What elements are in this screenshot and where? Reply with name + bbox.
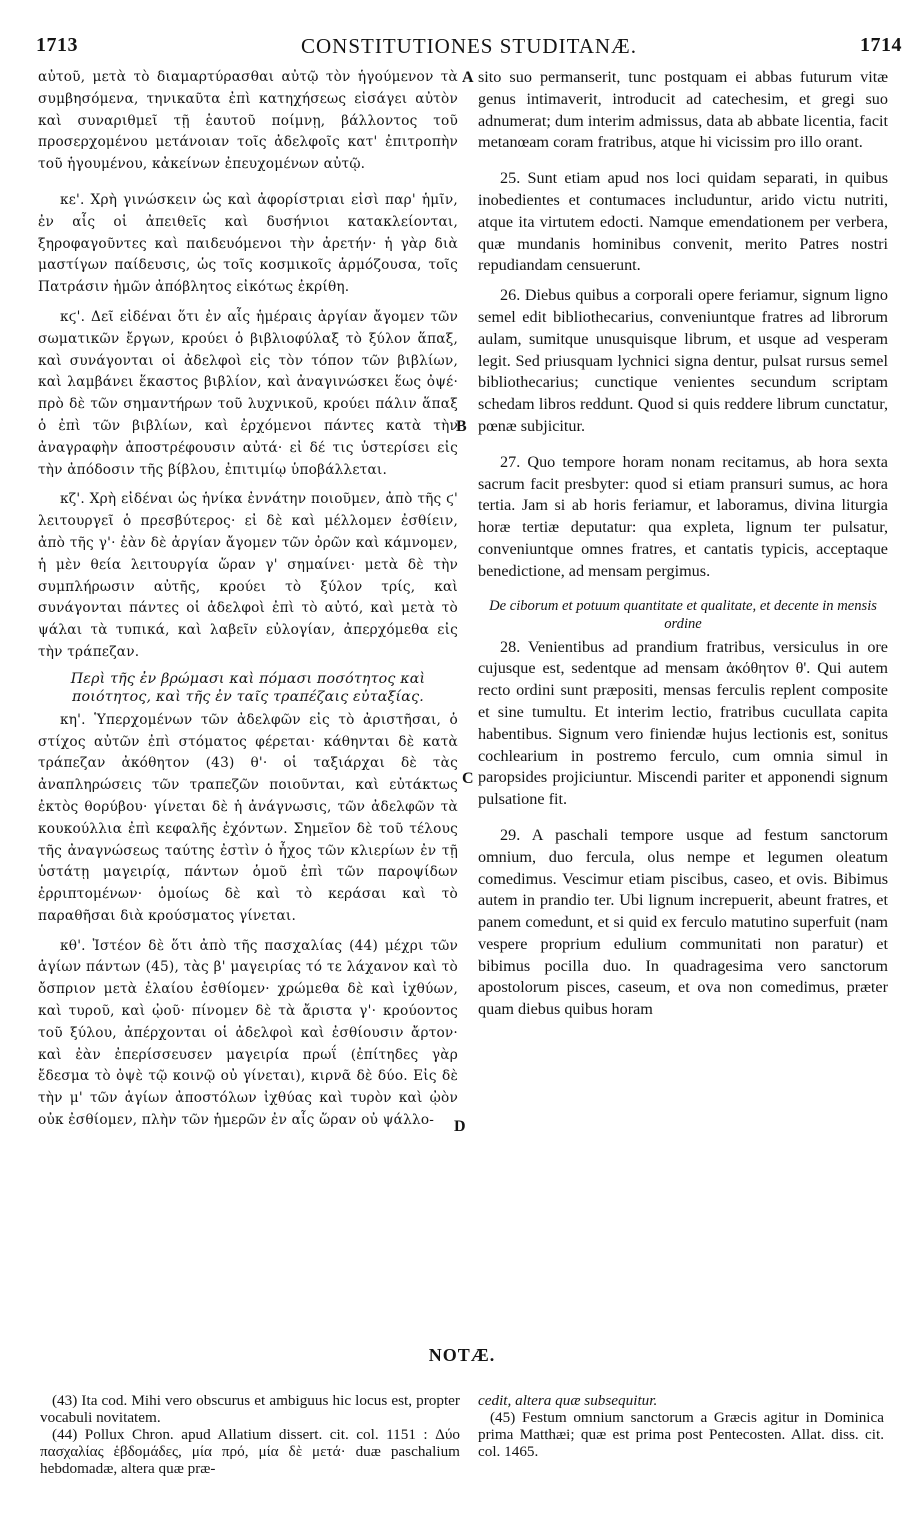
note-45: (45) Festum omnium sanctorum a Græcis agitur in Dominica prima Matthæi; quæ est prima post Pentecosten. Allat. diss. cit. col. 1465. [478,1409,884,1460]
note-43: (43) Ita cod. Mihi vero obscurus et ambiguus hic locus est, propter vocabuli novitatem. [40,1392,460,1426]
margin-marker-d: D [454,1118,466,1135]
greek-paragraph-intro: αὐτοῦ, μετὰ τὸ διαμαρτύρασθαι αὐτῷ τὸν ἡγούμενον τὰ συμβησόμενα, τηνικαῦτα ἐπὶ κατηχήσεως εἰσάγει αὐτὸν καὶ συναριθμεῖ τῇ ἑαυτοῦ ποίμνῃ, βάλλοντος τοῦ προσερχομένου μετάνοιαν τοῖς ἀδελφοῖς κατ' ἐπιτροπὴν τοῦ ἡγουμένου, κἀκείνων ἐπευχομένων αὐτῷ. [38,69,458,173]
greek-column [38,67,458,1132]
greek-paragraph-27: κζ'. Χρὴ εἰδέναι ὡς ἡνίκα ἐννάτην ποιοῦμεν, ἀπὸ τῆς ϛ' λειτουργεῖ ὁ πρεσβύτερος· εἰ δὲ καὶ μέλλομεν ἐσθίειν, ἀπὸ τῆς γ'· ἐὰν δὲ ἀργίαν ἄγομεν τῶν ὀρῶν καὶ κάμνομεν, ἡ μὲν θεία λειτουργία ὥραν γ' σημαίνει· μετὰ δὲ τὴν συμπλήρωσιν αὐτῆς, κρούει τὸ ξύλον τρίς, καὶ συνάγονται πάντες οἱ ἀδελφοὶ ἐπὶ τὸ αὐτό, καὶ μετὰ τὸ ψάλαι τὰ τυπικά, καὶ λαβεῖν εὐλογίαν, ἀπερχόμεθα εἰς τὴν τράπεζαν. [38,491,458,660]
margin-marker-b: B [456,418,467,435]
latin-paragraph-intro: sito suo permanserit, tunc postquam ei abbas futurum vitæ genus intimaverit, introducit ad catechesim, et gregi suo adnumerat; dum interim admissus, data ab abbate licentia, facit metanœam coram fratribus, atque hi vicissim pro illo orant. [478,68,888,152]
margin-marker-c: C [462,770,474,787]
latin-paragraph-29: 29. A paschali tempore usque ad festum sanctorum omnium, duo fercula, olus nempe et legumen oleatum comedimus. Vescimur etiam piscibus, caseo, et ovis. Bibimus autem in prandio ter. Ubi lignum increpuerit, abeunt fratres, et panem comedunt, et si quid ex ferculo matutino superfuit (nam vespere proprium edulium communitati non paratur) et bibimus pocilla duo. In quadragesima vero sanctorum apostolorum pisces, caseum, et ova non comedimus, præter quam diebus quibus horam [478,825,888,1019]
greek-paragraph-25: κε'. Χρὴ γινώσκειν ὡς καὶ ἀφορίστριαι εἰσὶ παρ' ἡμῖν, ἐν αἷς οἱ ἀπειθεῖς καὶ δυσήνιοι κατακλείονται, ξηροφαγοῦντες καὶ παιδευόμενοι τὴν ἀρετήν· ἡ γὰρ διὰ μαστίγων παίδευσις, ὡς τοῖς κοσμικοῖς ἁρμόζουσα, τοῖς Πατράσιν ἡμῶν ἀπόβλητος εἰκότως ἐκρίθη. [38,191,458,296]
latin-paragraph-25: 25. Sunt etiam apud nos loci quidam separati, in quibus inobedientes et contumaces includuntur, arido victu nutriti, atque ita virtutem edocti. Namque emendationem per verbera, quæ mundanis hominibus convenit, merito Patres nostri repudiandam censuerunt. [478,169,888,275]
latin-paragraph-26: 26. Diebus quibus a corporali opere feriamur, signum ligno semel edit bibliothecarius, conveniuntque fratres ad librorum aulam, sumitque unusquisque librum, et usque ad vesperam legit. Sed priusquam lychnici signa dentur, pulsat rursus semel bibliothecarius; cunctique venientes secundum scriptam schedam libros reddunt. Quod si quis reddere librum cunctatur, pœnæ subjicitur. [478,286,888,435]
notes-heading: NOTÆ. [428,1345,496,1365]
note-44: (44) Pollux Chron. apud Allatium dissert. cit. col. 1151 : Δύο πασχαλίας ἑβδομάδες, μία πρό, μία δὲ μετά· duæ paschalium hebdomadæ, altera quæ præ- [40,1426,460,1477]
page-number-left: 1713 [36,34,78,56]
note-44-continuation: cedit, altera quæ subsequitur. [478,1392,658,1409]
greek-paragraph-28: κη'. Ὑπερχομένων τῶν ἀδελφῶν εἰς τὸ ἀριστῆσαι, ὁ στίχος αὐτῶν ἐπὶ στόματος φέρεται· κάθηνται δὲ κατὰ τράπεζαν ἀκόθητον (43) θ'· οἱ ταξιάρχαι δὲ τὰς ἀναπληρώσεις τῶν τραπεζῶν ποιοῦνται, καὶ εὐτάκτως ἐκτὸς θορύβου· γίνεται δὲ ἡ ἀνάγνωσις, τῶν ἀδελφῶν τὰ κουκούλλια ἐπὶ κεφαλῆς ἐχόντων. Σημεῖον δὲ τοῦ τέλους τῆς ἀναγνώσεως ταύτης ἐστὶν ὁ ἦχος τῶν κλιερίων ἐν τῇ ὑστάτῃ μαγειρίᾳ, πάντων ὁμοῦ ἐπὶ τῶν παροψίδων ἐρριπτομένων· ὁμοίως δὲ καὶ τὸ κεράσαι καὶ τὸ παραθῆσαι διὰ κρούσματος γίνεται. [38,711,458,924]
page-number-right: 1714 [860,34,902,56]
greek-paragraph-29: κθ'. Ἰστέον δὲ ὅτι ἀπὸ τῆς πασχαλίας (44) μέχρι τῶν ἁγίων πάντων (45), τὰς β' μαγειρίας τό τε λάχανον καὶ τὸ ὄσπριον μετὰ ἐλαίου ἐσθίομεν· χρώμεθα δὲ καὶ ἰχθύων, καὶ τυροῦ, καὶ ᾠοῦ· πίνομεν δὲ τὰ ἄριστα γ'· κρούοντος τοῦ ξύλου, ἀπέρχονται οἱ ἀδελφοὶ καὶ ἐσθίουσιν ἄρτον· καὶ ἐὰν ἐπερίσσευσεν μαγειρία πρωΐ (ἐπίτηδες γὰρ ἔδεσμα τὸ ὀψὲ τῷ κοινῷ οὐ γίνεται), κιρνᾶ δὲ δύο. Εἰς δὲ τὴν μ' τῶν ἁγίων ἀποστόλων ἰχθύας καὶ τυρὸν καὶ ᾠὸν οὐκ ἐσθίομεν, πλὴν τῶν ἡμερῶν ἐν αἷς ὥραν οὐ ψάλλο- [38,937,458,1129]
latin-section-heading: De ciborum et potuum quantitate et qualitate, et decente in mensis ordine [489,597,877,632]
notes-right-column [478,1392,884,1460]
latin-paragraph-28: 28. Venientibus ad prandium fratribus, versiculus in ore cujusque est, sedentque ad mensam ἀκόθητον θ'. Qui autem recto ordini sunt præpositi, mensas ferculis replent composite et sine tumultu. Et interim lectio, fratribus cucullata capita habentibus. Signum vero finiendæ hujus lectionis est, sonitus cochlearium in postremo ferculo, cum omnia simul in paropsides projiciuntur. Miscendi pariter et apponendi signum pulsatione fit. [478,637,888,809]
margin-marker-a: A [462,69,474,86]
latin-paragraph-27: 27. Quo tempore horam nonam recitamus, ab hora sexta sacrum facit presbyter: quod si etiam pransuri sumus, ac hora tertia. Jam si ab horis feriamur, et laboramus, divina liturgia horæ tertiæ deputatur: qua expleta, lignum ter pulsatur, conveniuntque omnes fratres, et cantatis typicis, acceptaque benedictione, ad mensam pergimus. [478,452,888,580]
running-title: CONSTITUTIONES STUDITANÆ. [301,34,637,58]
latin-column [478,67,888,1021]
greek-paragraph-26: κϛ'. Δεῖ εἰδέναι ὅτι ἐν αἷς ἡμέραις ἀργίαν ἄγομεν τῶν σωματικῶν ἔργων, κρούει ὁ βιβλιοφύλαξ τὸ ξύλον ἅπαξ, καὶ συνάγονται οἱ ἀδελφοὶ εἰς τὸν τόπον τῶν βιβλίων, καὶ λαμβάνει ἕκαστος βιβλίον, καὶ ἀναγινώσκει ἕως ὀψέ· πρὸ δὲ τῶν σημαντήρων τοῦ λυχνικοῦ, κρούει πάλιν ἅπαξ ὁ ἐπὶ τῶν βιβλίων, καὶ ἐρχόμενοι πάντες κατὰ τὴν ἀναγραφὴν ἀποστρέφουσιν αὐτά· εἰ δέ τις ὑστερίσει εἰς τὴν ἀπόδοσιν τῆς βίβλου, ἐπιτιμίῳ ὑποβάλλεται. [38,308,458,478]
greek-section-heading: Περὶ τῆς ἐν βρώμασι καὶ πόμασι ποσότητος καὶ ποιότητος, καὶ τῆς ἐν ταῖς τραπέζαις εὐταξίας. [70,670,426,705]
notes-left-column [40,1392,460,1477]
running-header [36,34,902,68]
